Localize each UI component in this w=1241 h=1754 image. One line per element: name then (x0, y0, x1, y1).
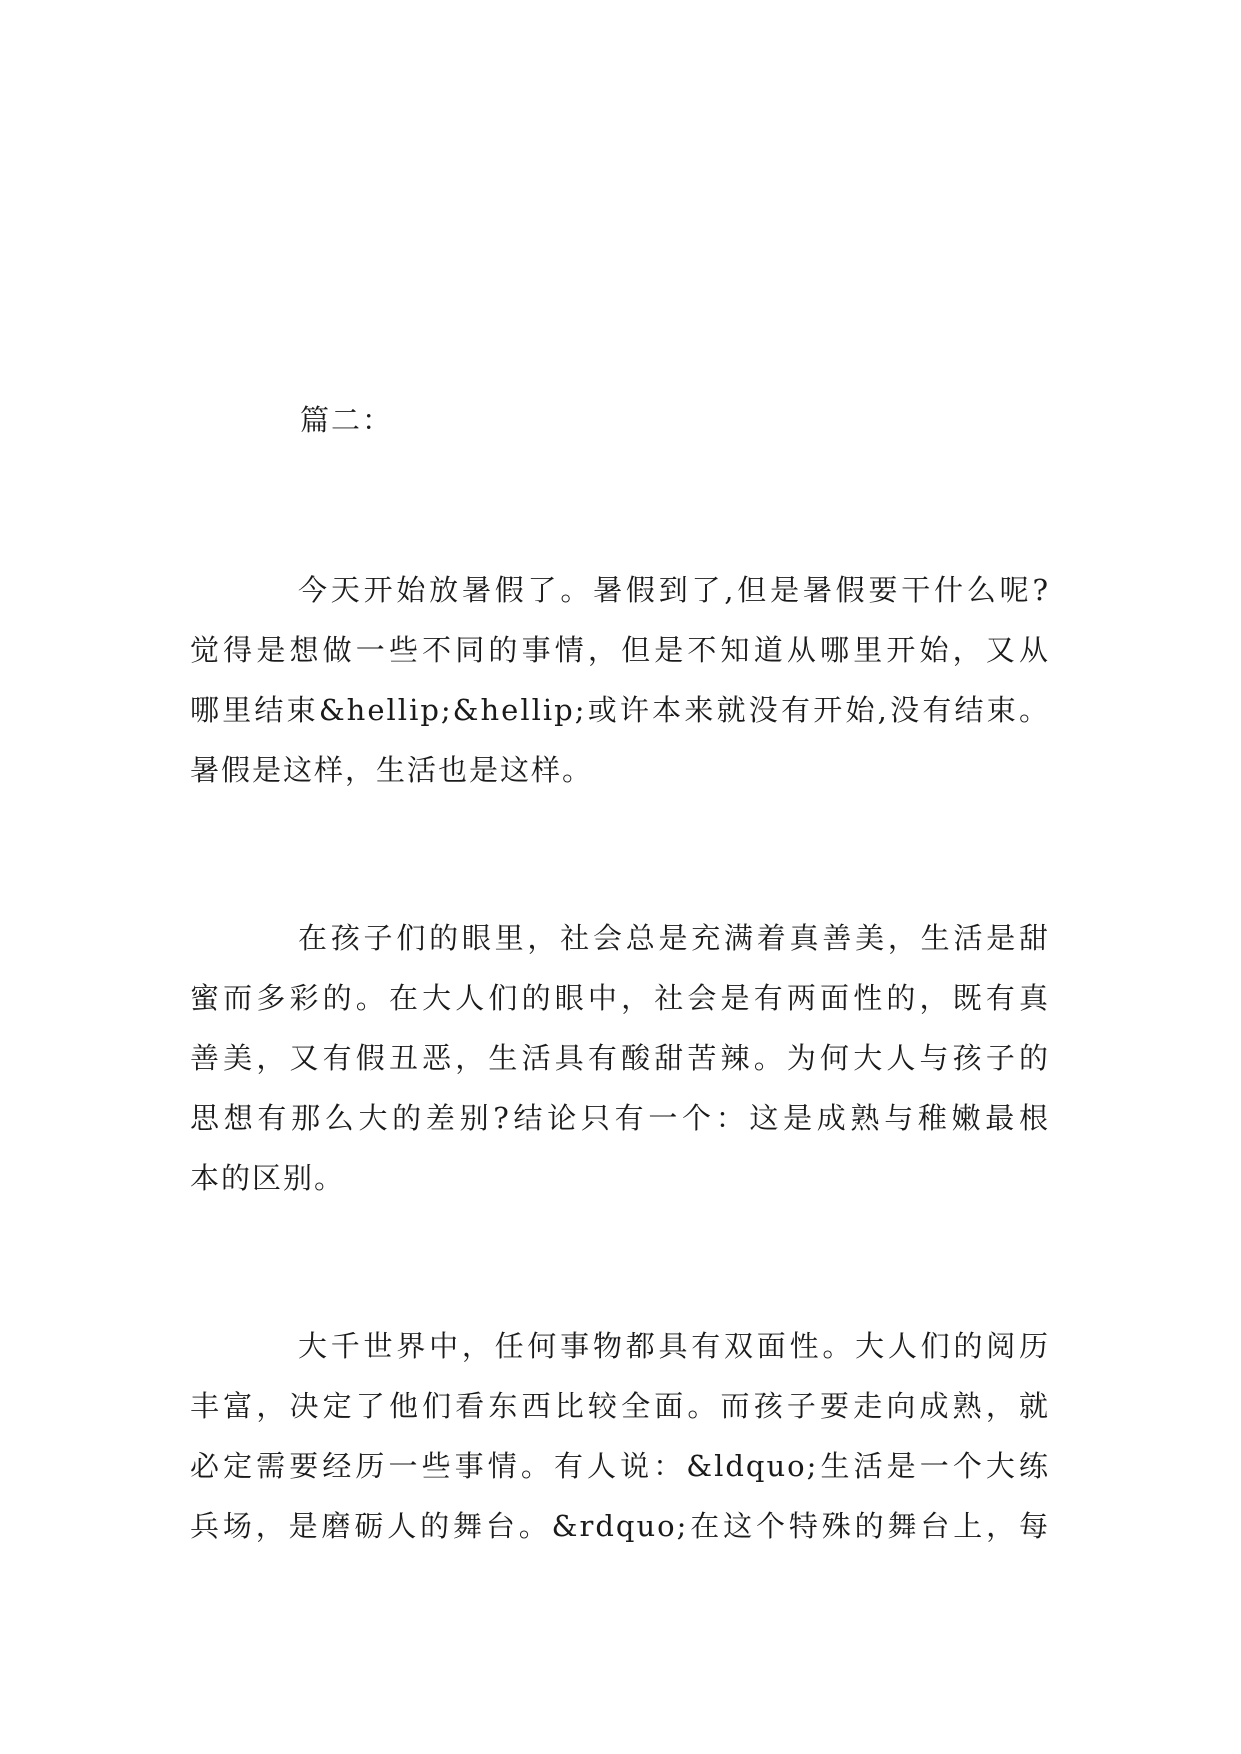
paragraph-line: 大千世界中，任何事物都具有双面性。大人们的阅历 (298, 1329, 1050, 1363)
paragraph-line: 觉得是想做一些不同的事情，但是不知道从哪里开始，又从 (190, 633, 1050, 667)
paragraph-line: 今天开始放暑假了。暑假到了,但是暑假要干什么呢? (298, 573, 1050, 607)
paragraph-line: 兵场，是磨砺人的舞台。&rdquo;在这个特殊的舞台上，每 (190, 1509, 1050, 1543)
paragraph-line: 必定需要经历一些事情。有人说：&ldquo;生活是一个大练 (190, 1449, 1050, 1483)
paragraph-line: 思想有那么大的差别?结论只有一个：这是成熟与稚嫩最根 (190, 1101, 1050, 1135)
paragraph-line: 本的区别。 (190, 1161, 346, 1195)
paragraph-line: 哪里结束&hellip;&hellip;或许本来就没有开始,没有结束。 (190, 693, 1050, 727)
paragraph-3 (190, 1316, 1050, 1556)
section-heading: 篇二： (300, 403, 394, 437)
paragraph-line: 暑假是这样，生活也是这样。 (190, 753, 594, 787)
paragraph-line: 丰富，决定了他们看东西比较全面。而孩子要走向成熟，就 (190, 1389, 1050, 1423)
paragraph-line: 蜜而多彩的。在大人们的眼中，社会是有两面性的，既有真 (190, 981, 1050, 1015)
paragraph-1 (190, 560, 1050, 800)
paragraph-line: 在孩子们的眼里，社会总是充满着真善美，生活是甜 (298, 921, 1050, 955)
paragraph-2 (190, 908, 1050, 1208)
paragraph-line: 善美，又有假丑恶，生活具有酸甜苦辣。为何大人与孩子的 (190, 1041, 1050, 1075)
